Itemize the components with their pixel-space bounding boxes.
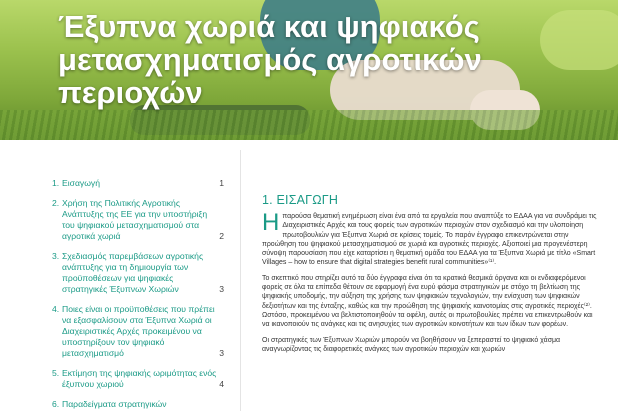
table-of-contents — [52, 178, 230, 419]
page-title: Έξυπνα χωριά και ψηφιακός μετασχηματισμός αγροτικών περιοχών — [58, 9, 482, 110]
toc-number: 2. — [52, 198, 60, 208]
toc-text: Εκτίμηση της ψηφιακής ωριμότητας ενός έξυπνου χωριού — [62, 368, 217, 389]
toc-page: 1 — [219, 178, 224, 188]
hero-banner — [0, 0, 618, 140]
toc-item[interactable] — [52, 304, 230, 359]
column-divider — [240, 150, 241, 411]
paragraph-text: παρούσα θεματική ενημέρωση είναι ένα από τα εργαλεία που αναπτύξε το ΕΔΑΑ για να συνδράμει τις Διαχειριστικές Αρχές και τους φορείς των αγροτικών περιοχών στον σχεδιασμό και την υλοποίηση πρωτοβουλιών για Έξυπνα Χωριά σε κρίσεις τομείς. Το παρόν έγγραφο επικεντρώνεται στην προώθηση του ψηφιακού μετασχηματισμού σε χωριά και αγροτικές περιοχές. Αξιοποιεί μια προγενέστερη σύνοψη παρουσίαση που είχε καταρτίσει η θεματική ομάδα του ΕΔΑΑ για τα Έξυπνα Χωριά με τίτλο «Smart Villages – how to ensure that digital strategies benefit rural communities»⁽¹⁾. — [262, 213, 597, 267]
toc-item[interactable] — [52, 198, 230, 242]
hero-grass — [0, 110, 618, 140]
toc-number: 6. — [52, 399, 60, 409]
toc-number: 1. — [52, 178, 60, 188]
toc-item[interactable] — [52, 368, 230, 390]
toc-text: Ποιες είναι οι προϋποθέσεις που πρέπει να εξασφαλίσουν στα Έξυπνα Χωριά οι Διαχειριστικές Αρχές προκειμένου να υποστηρίξουν τον ψηφιακό μετασχηματισμό — [62, 304, 215, 358]
toc-page: 3 — [219, 348, 224, 358]
toc-text: Χρήση της Πολιτικής Αγροτικής Ανάπτυξης της ΕΕ για την υποστήριξη του ψηφιακού μετασχηματισμού στα αγροτικά χωριά — [62, 198, 208, 241]
drop-cap: Η — [262, 209, 280, 236]
toc-text: Σχεδιασμός παρεμβάσεων αγροτικής ανάπτυξης για τη δημιουργία των προϋποθέσεων για ψηφιακές στρατηγικές Έξυπνων Χωριών — [62, 251, 204, 294]
toc-item[interactable] — [52, 251, 230, 295]
sidebar-note — [18, 148, 30, 188]
toc-item[interactable] — [52, 178, 230, 189]
toc-text: Παραδείγματα στρατηγικών — [62, 399, 167, 409]
toc-number: 5. — [52, 368, 60, 378]
toc-number: 4. — [52, 304, 60, 314]
body-paragraph: Οι στρατηγικές των Έξυπνων Χωριών μπορούν να βοηθήσουν να ξεπεραστεί το ψηφιακό χάσμα αναγνωρίζοντας τις διαφορετικές ανάγκες των αγροτικών περιοχών και χωριών — [262, 336, 561, 353]
toc-page: 3 — [219, 284, 224, 294]
body-paragraph: Το σκεπτικό που στηρίζει αυτό τα δύο έγγραφα είναι ότι τα κρατικά θεσμικά όργανα και οι ενδιαφερόμενοι φορείς σε όλα τα επίπεδα θέτουν σε εφαρμογή ένα ευρύ φάσμα στρατηγικών με στόχο τη βελτίωση της ψηφιακής υποδομής, την αύξηση της χρήσης των ψηφιακών τεχνολογιών, την ενίσχυση των ψηφιακών δεξιοτήτων και της ένταξης, καθώς και την προώθηση της ψηφιακής καινοτομίας στις αγροτικές περιοχές⁽²⁾. Ωστόσο, προκειμένου να βελτιστοποιηθούν τα οφέλη, αυτές οι πρωτοβουλίες πρέπει να επικεντρωθούν και να ικανοποιούν τις ανάγκες και τις ανησυχίες των αγροτικών κοινοτήτων και των ίδιων των φορέων. — [262, 274, 593, 329]
body-paragraph — [262, 209, 602, 268]
toc-page: 4 — [219, 379, 224, 389]
section-heading: 1. ΕΙΣΑΓΩΓΗ — [262, 193, 339, 207]
toc-number: 3. — [52, 251, 60, 261]
toc-page: 2 — [219, 231, 224, 241]
toc-text: Εισαγωγή — [62, 178, 100, 188]
toc-item[interactable] — [52, 399, 230, 410]
section-body — [262, 209, 602, 360]
